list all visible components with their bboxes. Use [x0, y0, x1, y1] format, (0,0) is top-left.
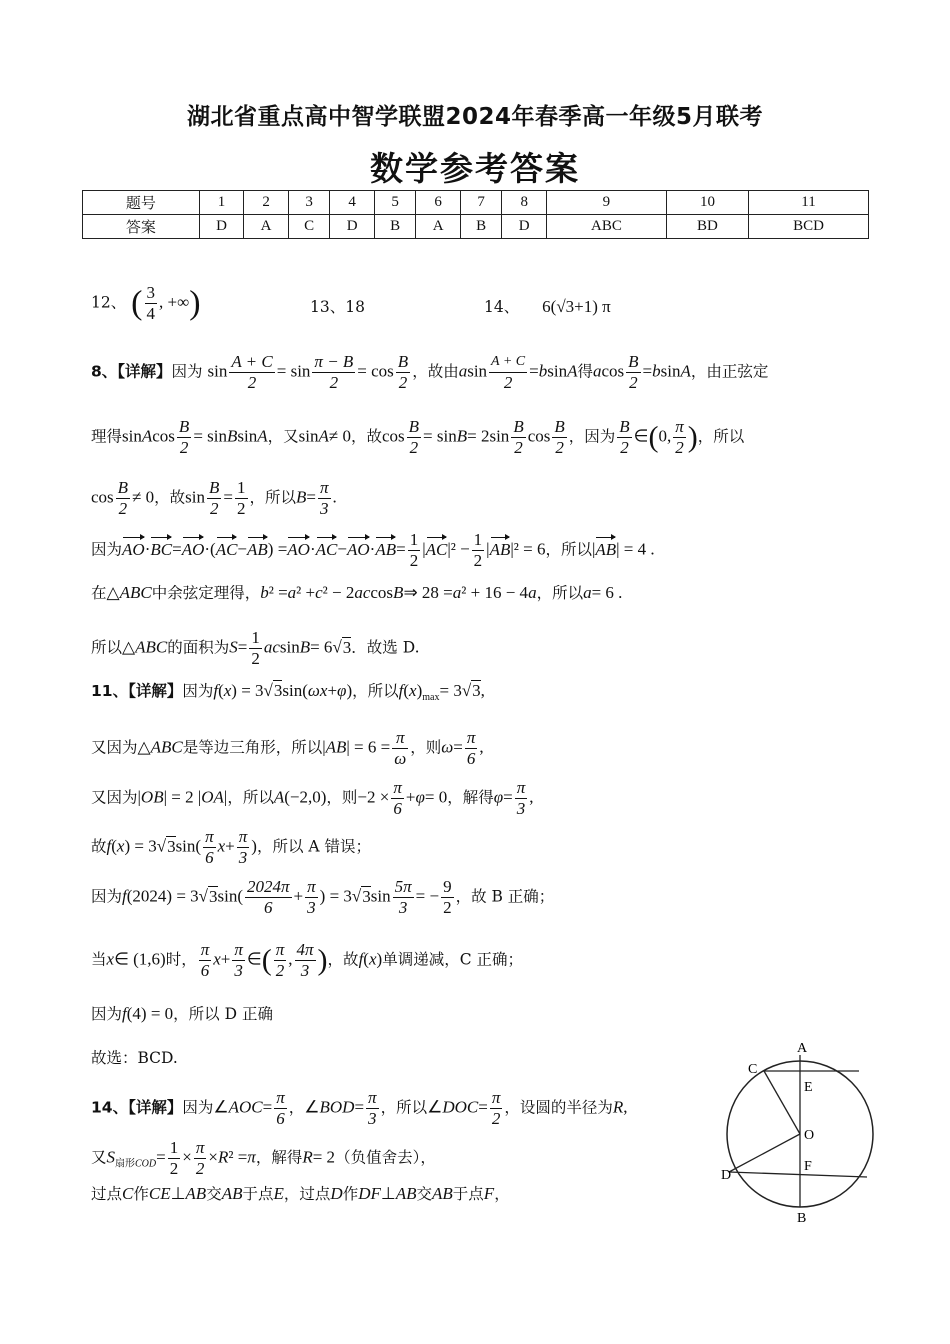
text: 于点 — [242, 1185, 274, 1203]
q8-line-6: 所以△ABC的面积为S= $\frac{1}{2}$ acsinB= 6√3．故选 D. — [91, 628, 420, 668]
answer-cell: C — [288, 215, 329, 239]
row-label-answer: 答案 — [83, 215, 200, 239]
question-number: 3 — [288, 191, 329, 215]
q14-label: 14、【详解】 — [91, 1098, 183, 1117]
q14-answer: 6(√3+1) π — [542, 297, 611, 316]
text: ，则 — [326, 788, 358, 807]
text: ，故 — [327, 950, 359, 969]
text: 作 — [342, 1185, 359, 1203]
q11-line-6: 当x∈ (1,6)时， $\frac{\pi}{6}$ x+ $\frac{\pi}{3}$ ∈( $\frac{\pi}{2}$ , $\frac{4\pi}{3}$ )，故f(x)单调递减，C 正确； — [91, 940, 523, 980]
text: 是等边三角形，所以 — [182, 738, 323, 757]
question-number: 9 — [546, 191, 666, 215]
question-number: 10 — [666, 191, 748, 215]
q14-line-1: 14、【详解】因为∠AOC= $\frac{\pi}{6}$ ，∠BOD= $\frac{\pi}{3}$ ，所以∠DOC= $\frac{\pi}{2}$ ，设圆的半径为R, — [91, 1088, 628, 1128]
text: 过点 — [91, 1185, 123, 1203]
q12-open-paren: ( — [131, 284, 143, 322]
question-number: 5 — [374, 191, 415, 215]
text: 理得 — [91, 427, 123, 446]
text: ，解得 — [255, 1148, 303, 1167]
q11-line-5: 因为f(2024) = 3√3sin( $\frac{2024\pi}{6}$ + $\frac{\pi}{3}$ ) = 3√3sin $\frac{5\pi}{3}$ = − $\frac{9}{2}$ ，故 B 正确； — [91, 877, 555, 917]
point-label: O — [804, 1128, 815, 1143]
text: 中余弦定理得， — [151, 584, 261, 602]
point-label: A — [797, 1041, 808, 1056]
q8-line-2: 理得sinAcos $\frac{B}{2}$ = sinBsinA，又sinA≠ 0，故cos $\frac{B}{2}$ = sinB= 2sin $\frac{B}{2}$ cos $\frac{B}{2}$ ，因为 $\frac{B}{2}$ ∈(0, $\frac{\pi}{2}$ )，所以 — [91, 417, 745, 457]
answer-cell: B — [460, 215, 501, 239]
q8-line-3: cos $\frac{B}{2}$ ≠ 0，故sin $\frac{B}{2}$ = $\frac{1}{2}$ ，所以B= $\frac{\pi}{3}$ . — [91, 478, 337, 518]
q14-answer-line — [484, 296, 611, 318]
q12-fraction: $\frac{3}{4}$ — [146, 283, 155, 323]
answer-cell: A — [416, 215, 461, 239]
text: ，所以 — [380, 1098, 428, 1117]
text: ，所以 — [352, 682, 399, 700]
text: 得 — [577, 362, 593, 381]
text: ，所以 — [697, 427, 745, 446]
text: 当 — [91, 950, 107, 969]
text: 因为 — [171, 362, 203, 381]
text: 因为 — [182, 1098, 214, 1117]
q11-line-2: 又因为△ABC是等边三角形，所以|AB| = 6 = $\frac{\pi}{\omega}$ ，则ω= $\frac{\pi}{6}$ , — [91, 728, 484, 768]
text: （负值舍去）， — [335, 1148, 436, 1167]
text: 又因为 — [91, 788, 138, 807]
text: ， — [288, 1098, 305, 1117]
text: ，所以 D 正确 — [173, 1005, 273, 1023]
text: ，所以 — [536, 584, 584, 602]
text: 时， — [165, 950, 197, 969]
text: 的面积为 — [167, 638, 230, 657]
text: ，过点 — [283, 1185, 331, 1203]
q14-line-2: 又$S_{扇形COD}=$ $\frac{1}{2}$ × $\frac{\pi}{2}$ ×R² =π，解得R= 2（负值舍去）， — [91, 1138, 436, 1178]
text: ，又 — [267, 427, 299, 446]
text: 因为 — [91, 540, 123, 559]
answer-cell: D — [330, 215, 375, 239]
question-number: 4 — [330, 191, 375, 215]
text: ，所以 — [249, 488, 297, 507]
text: 因为 — [182, 682, 214, 700]
q11-line-7: 因为f(4) = 0，所以 D 正确 — [91, 1004, 273, 1023]
point-label: B — [797, 1211, 807, 1226]
text: ，故 — [350, 427, 382, 446]
q11-line-4: 故f(x) = 3√3sin( $\frac{\pi}{6}$ x+ $\frac{\pi}{3}$ )，所以 A 错误； — [91, 827, 371, 867]
text: 故 — [91, 837, 107, 856]
radius-od — [729, 1134, 800, 1172]
answer-cell: D — [502, 215, 547, 239]
answer-cell: B — [374, 215, 415, 239]
point-label: E — [804, 1080, 813, 1095]
text: ．故选 D. — [351, 638, 420, 657]
text: ，因为 — [568, 427, 616, 446]
text: 因为 — [91, 1005, 123, 1023]
answer-cell: BCD — [749, 215, 869, 239]
q8-line-5: 在△ABC中余弦定理得，b² =a² +c² − 2accosB⇒ 28 =a² + 16 − 4a，所以a= 6 . — [91, 583, 623, 602]
q14-line-3: 过点C作CE⊥AB交AB于点E，过点D作DF⊥AB交AB于点F， — [91, 1184, 510, 1203]
row-label-number: 题号 — [83, 191, 200, 215]
question-number: 6 — [416, 191, 461, 215]
chord-df — [729, 1172, 867, 1177]
text: 交 — [416, 1185, 432, 1203]
text: ，解得 — [447, 788, 494, 807]
text: ，所以 A 错误； — [256, 837, 371, 856]
text: ，故 — [154, 488, 186, 507]
q12-tail: , +∞ — [159, 292, 190, 312]
text: ， — [494, 1185, 510, 1203]
text: ，设圆的半径为 — [504, 1098, 613, 1117]
question-number: 8 — [502, 191, 547, 215]
question-number: 11 — [749, 191, 869, 215]
q8-label: 8、【详解】 — [91, 362, 172, 381]
text: ，故 B 正确； — [455, 887, 555, 906]
q12-label: 12、 — [91, 293, 127, 312]
q11-line-3: 又因为|OB| = 2 |OA|，所以A(−2,0)，则−2 × $\frac{\pi}{6}$ +φ= 0，解得φ= $\frac{\pi}{3}$ , — [91, 778, 534, 818]
q12-close-paren: ) — [189, 284, 201, 322]
circle-geometry-figure — [715, 1035, 885, 1230]
text: 因为 — [91, 887, 123, 906]
text: ，由正弦定 — [690, 362, 769, 381]
page-subtitle: 数学参考答案 — [370, 149, 580, 188]
q8-line-1: 8、【详解】因为 sin $\frac{A + C}{2}$ = sin $\frac{\pi - B}{2}$ = cos $\frac{B}{2}$ ，故由asin $\frac{A + C}{2}$ =bsinA得acos $\frac{B}{2}$ =bsinA，由正弦定 — [91, 352, 769, 392]
point-label: C — [748, 1062, 758, 1077]
radius-oc — [764, 1071, 800, 1134]
text: 单调递减，C 正确； — [382, 950, 523, 969]
text: 交 — [206, 1185, 222, 1203]
text: ，所以 — [545, 540, 592, 559]
point-label: D — [721, 1168, 732, 1183]
text: 又 — [91, 1148, 107, 1167]
text: 作 — [133, 1185, 149, 1203]
q11-label: 11、【详解】 — [91, 682, 183, 700]
answer-cell: D — [199, 215, 244, 239]
text: 又因为 — [91, 738, 138, 757]
answer-cell: ABC — [546, 215, 666, 239]
q11-line-8: 故选：BCD. — [91, 1049, 178, 1067]
text: 所以 — [91, 638, 123, 657]
question-number: 7 — [460, 191, 501, 215]
text: 在 — [91, 584, 107, 602]
question-number: 2 — [244, 191, 289, 215]
q11-line-1: 11、【详解】因为f(x) = 3√3sin(ωx+φ)，所以$f(x)_{max}= 3√3$, — [91, 681, 485, 704]
question-number: 1 — [199, 191, 244, 215]
text: ，则 — [410, 738, 442, 757]
table-row-numbers — [83, 191, 869, 215]
text: ，所以 — [227, 788, 274, 807]
page-title: 湖北省重点高中智学联盟2024年春季高一年级5月联考 — [186, 104, 764, 130]
point-label: F — [804, 1159, 812, 1174]
text: 于点 — [452, 1185, 484, 1203]
text: ，故由 — [412, 362, 459, 381]
q13-answer: 13、18 — [310, 298, 365, 316]
q8-line-4: 因为AO·BC=AO·(AC−AB) =AO·AC−AO·AB= $\frac{1}{2}$ |AC|² − $\frac{1}{2}$ |AB|² = 6，所以|AB| = 4 . — [91, 530, 655, 570]
q14-label: 14、 — [484, 298, 520, 316]
answer-cell: BD — [666, 215, 748, 239]
fill-blank-answers — [91, 283, 201, 324]
answer-cell: A — [244, 215, 289, 239]
answer-table — [82, 190, 869, 239]
table-row-answers — [83, 215, 869, 239]
